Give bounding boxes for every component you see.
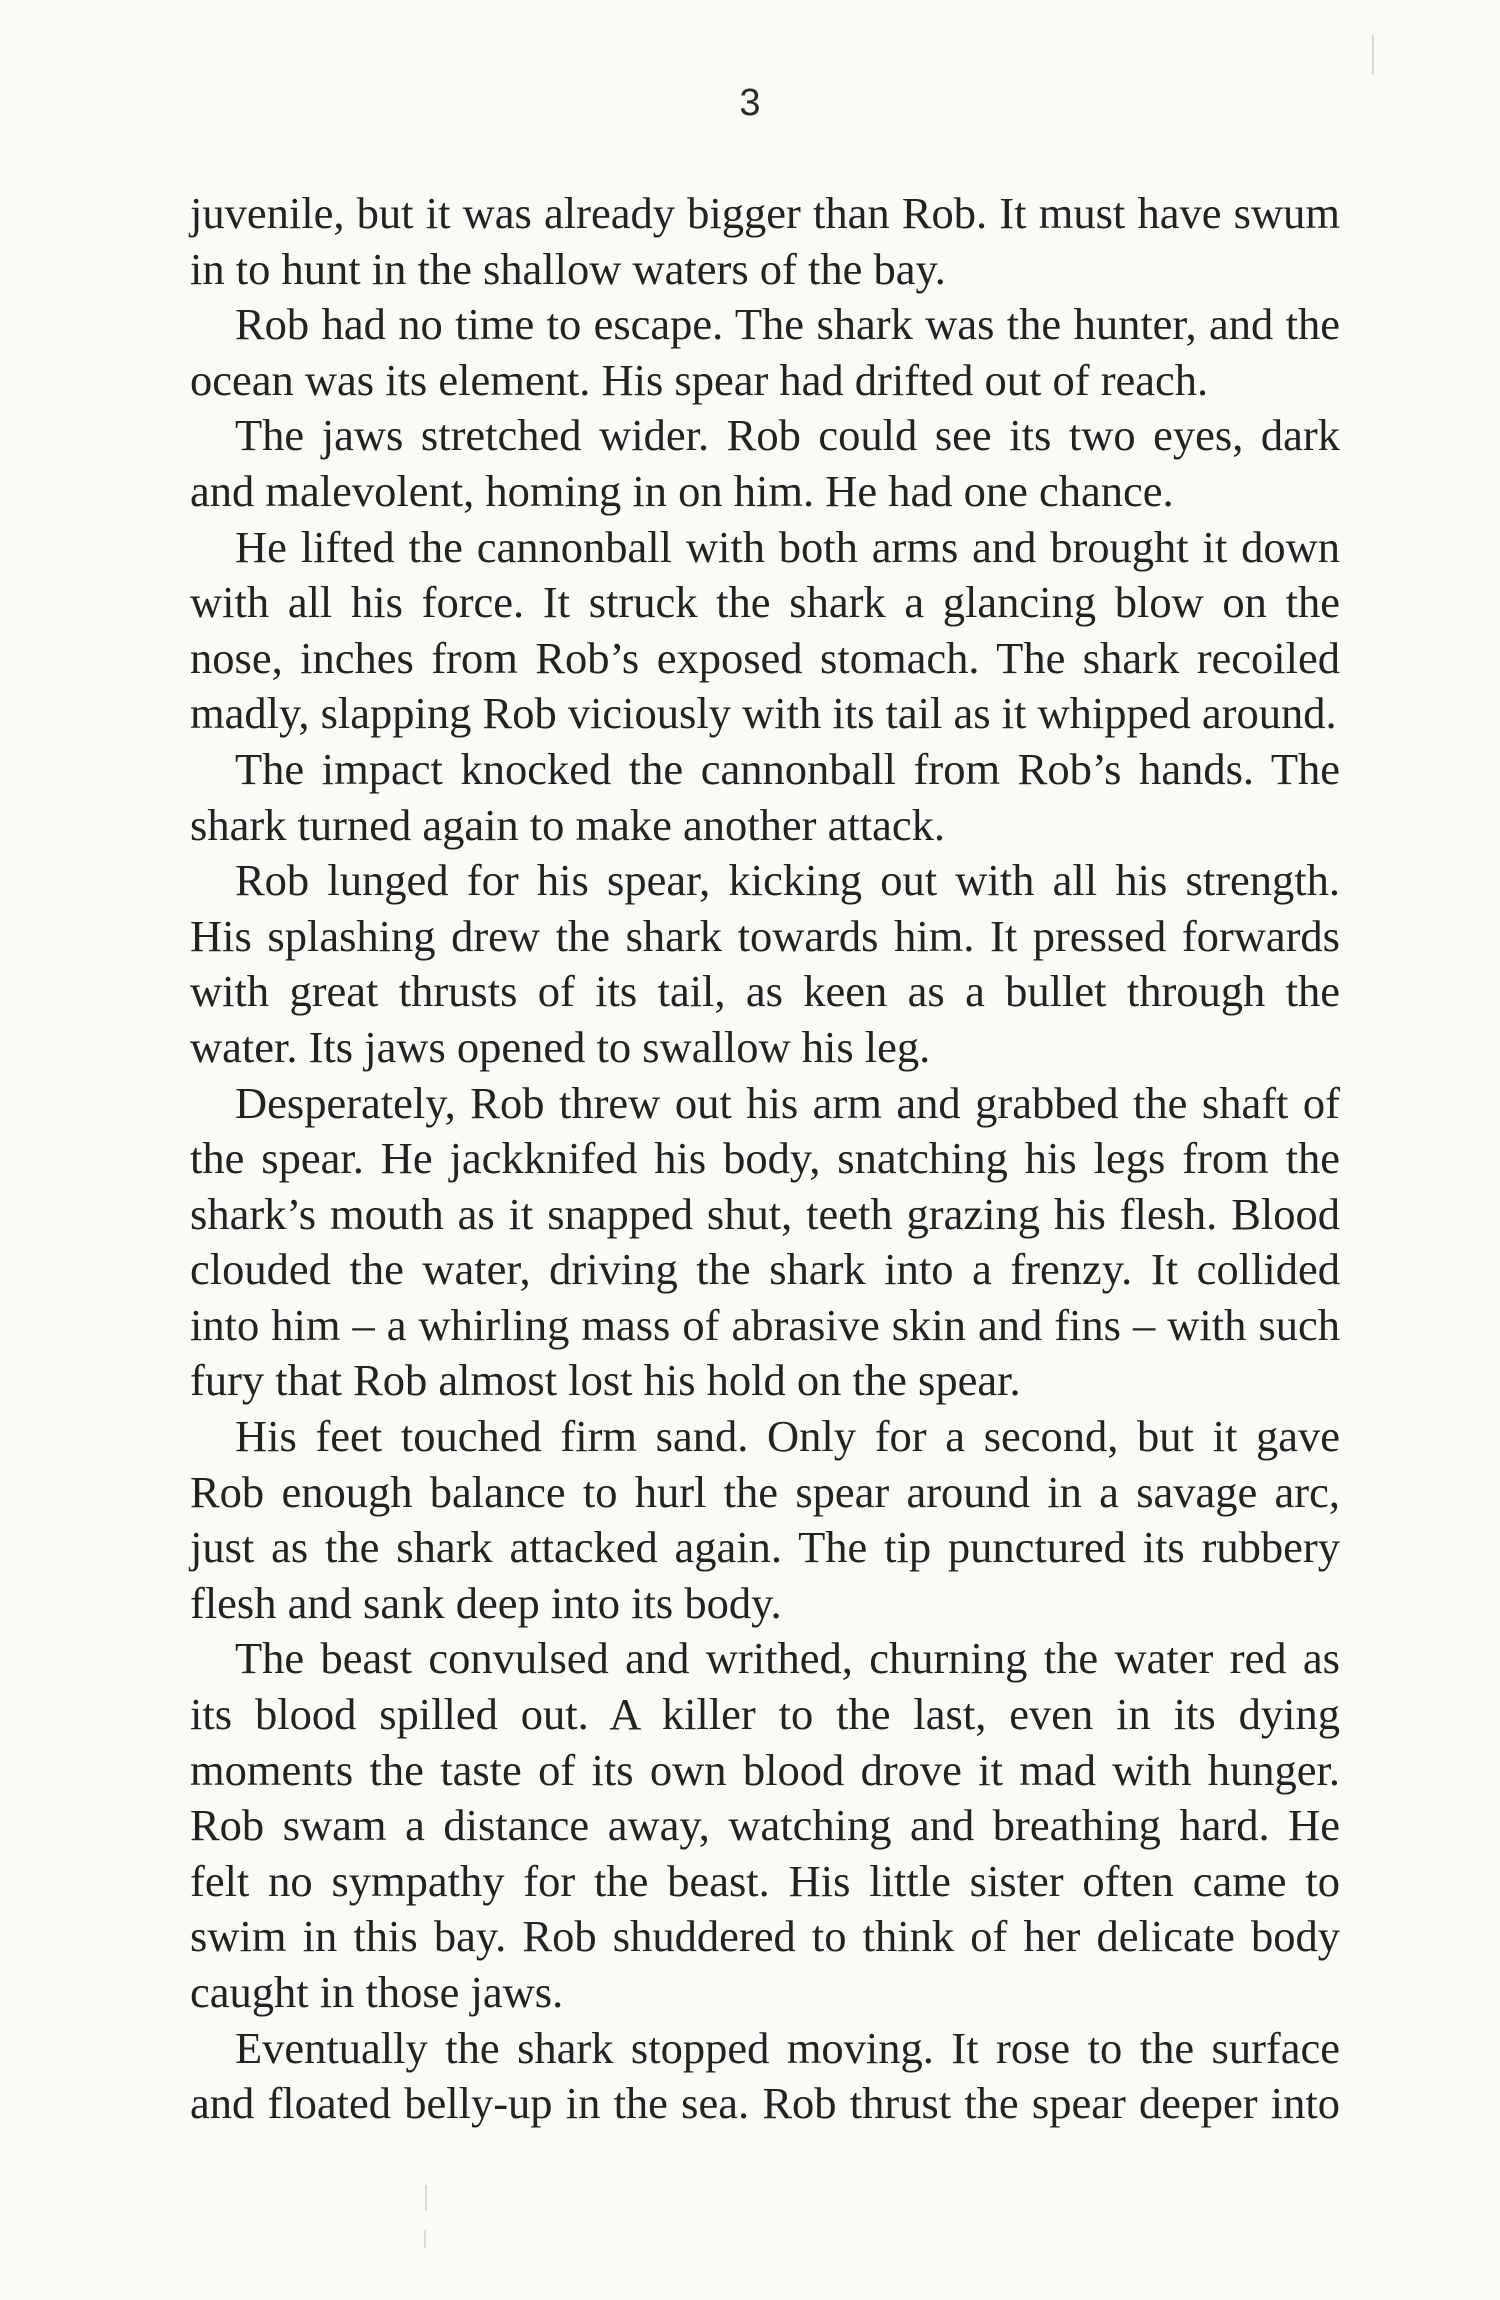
paragraph: juvenile, but it was already bigger than Rob. It must have swum in to hunt in the shallow waters of the bay.: [190, 188, 1340, 294]
paragraph: The beast convulsed and writhed, churning the water red as its blood spilled out. A killer to the last, even in its dying moments the taste of its own blood drove it mad with hunger. Rob swam a distance away, watching and breathing hard. He felt no sympathy for the beast. His little sister often came to swim in this bay. Rob shuddered to think of her delicate body caught in those jaws.: [190, 1633, 1340, 2017]
scan-speck: [424, 2230, 426, 2248]
paragraph: Rob had no time to escape. The shark was the hunter, and the ocean was its element. His spear had drifted out of reach.: [190, 299, 1340, 405]
page-number: 3: [739, 82, 761, 124]
scan-speck: [1372, 35, 1374, 75]
paragraph: Eventually the shark stopped moving. It rose to the surface and floated belly-up in the sea. Rob thrust the spear deeper into: [190, 2022, 1340, 2129]
paragraph: Desperately, Rob threw out his arm and grabbed the shaft of the spear. He jackknifed his body, snatching his legs from the shark’s mouth as it snapped shut, teeth grazing his flesh. Blood clouded the water, driving the shark into a frenzy. It collided into him – a whirling mass of abrasive skin and fins – with such fury that Rob almost lost his hold on the spear.: [190, 1077, 1340, 1406]
paragraph: The impact knocked the cannonball from Rob’s hands. The shark turned again to make another attack.: [190, 743, 1340, 850]
body-text: [190, 186, 1340, 2132]
paragraph: The jaws stretched wider. Rob could see its two eyes, dark and malevolent, homing in on him. He had one chance.: [190, 410, 1340, 516]
scan-speck: [425, 2185, 427, 2211]
paragraph: He lifted the cannonball with both arms and brought it down with all his force. It struck the shark a glancing blow on the nose, inches from Rob’s exposed stomach. The shark recoiled madly, slapping Rob viciously with its tail as it whipped around.: [190, 521, 1340, 739]
paragraph: His feet touched firm sand. Only for a second, but it gave Rob enough balance to hurl the spear around in a savage arc, just as the shark attacked again. The tip punctured its rubbery flesh and sank deep into its body.: [190, 1411, 1340, 1628]
paragraph: Rob lunged for his spear, kicking out with all his strength. His splashing drew the shark towards him. It pressed forwards with great thrusts of its tail, as keen as a bullet through the water. Its jaws opened to swallow his leg.: [190, 855, 1340, 1072]
